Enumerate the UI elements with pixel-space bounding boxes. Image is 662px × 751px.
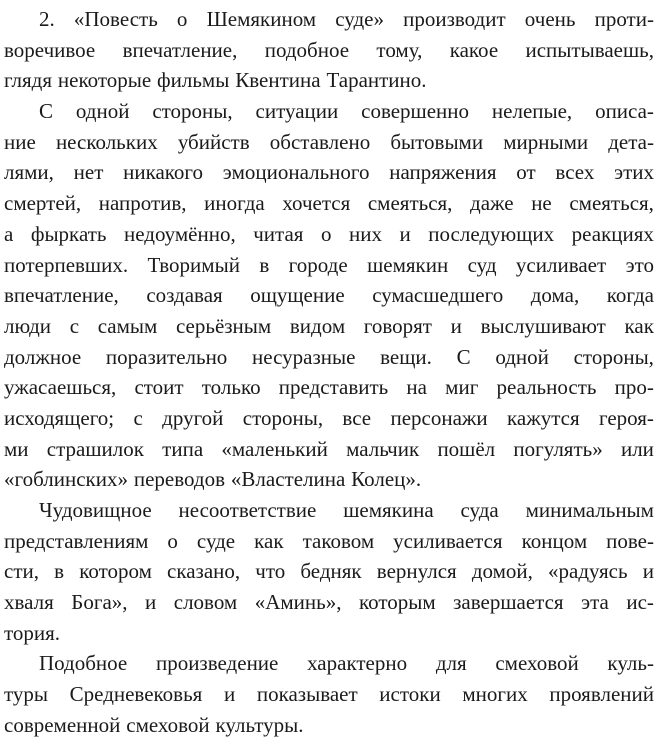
text-line <box>4 96 654 127</box>
word: видом <box>289 313 346 338</box>
word: подобное <box>264 37 350 62</box>
word: С <box>39 99 54 124</box>
word: усиливается <box>393 528 503 553</box>
word: о <box>320 221 332 246</box>
word: нелепые, <box>491 99 573 124</box>
word: них <box>349 221 382 246</box>
word: лями, <box>4 160 54 185</box>
word: с <box>133 405 143 430</box>
word: которым <box>358 590 436 615</box>
word: иногда <box>204 191 265 216</box>
word: впечатление, <box>4 283 119 308</box>
word: стороны, <box>573 344 654 369</box>
word: и <box>223 682 236 707</box>
word: поразительно <box>105 344 228 369</box>
word: таковом <box>302 528 375 553</box>
text-line <box>4 526 654 557</box>
word: тория. <box>4 620 61 645</box>
paragraph-4 <box>4 648 654 740</box>
word: убийств <box>177 129 250 154</box>
word: мальчик <box>346 436 420 461</box>
word: воречивое <box>4 37 96 62</box>
text-line <box>4 4 654 35</box>
word: потерпевших. <box>4 252 129 277</box>
text-line <box>4 587 654 618</box>
word: исходящего; <box>4 405 115 430</box>
word: словом <box>173 590 238 615</box>
word: какое <box>449 37 499 62</box>
word: суда <box>460 498 499 522</box>
word: «Повесть <box>73 7 158 31</box>
word: нет <box>73 160 104 185</box>
word: суде» <box>335 7 384 31</box>
word: усиливает <box>515 252 607 277</box>
word: реакциях <box>571 221 654 246</box>
text-line <box>4 311 654 342</box>
word: смеховой <box>495 651 579 676</box>
word: на <box>406 375 427 400</box>
text-line <box>4 679 654 710</box>
text-line <box>4 556 654 587</box>
word: Средневековья <box>69 682 203 707</box>
word: и <box>450 313 462 338</box>
word: минимальным <box>525 498 654 522</box>
word: недоумённо, <box>124 221 236 246</box>
word: котором <box>79 559 152 584</box>
word: читая <box>253 221 304 246</box>
word: никакого <box>123 160 204 185</box>
word: шемякин <box>367 252 449 277</box>
word: про- <box>614 375 654 400</box>
word: серьёзным <box>175 313 272 338</box>
word: куль- <box>607 651 654 676</box>
word: от <box>516 160 536 185</box>
word: представлениям <box>4 528 149 553</box>
text-line <box>4 65 654 96</box>
text-line <box>4 127 654 158</box>
word: последующих <box>428 221 555 246</box>
word: фыркать <box>30 221 107 246</box>
text-line <box>4 495 654 526</box>
word: мирными <box>503 129 589 154</box>
paragraph-3 <box>4 495 654 648</box>
word: ситуации <box>255 99 339 124</box>
word: вернулся <box>376 559 457 584</box>
word: только <box>201 375 261 400</box>
word: несоответствие <box>178 498 317 522</box>
word: произведение <box>155 651 279 676</box>
word: создавая <box>146 283 223 308</box>
text-line <box>4 372 654 403</box>
word: несуразные <box>252 344 356 369</box>
word: выслушивают <box>480 313 606 338</box>
word: истоки <box>379 682 441 707</box>
word: героя- <box>598 405 654 430</box>
word: всех <box>555 160 595 185</box>
word: смеяться, <box>367 191 453 216</box>
word: переводов <box>133 467 226 492</box>
word: напряжения <box>389 160 497 185</box>
word: ощущение <box>250 283 345 308</box>
word: кажутся <box>507 405 580 430</box>
text-line <box>4 464 654 495</box>
word: а <box>4 221 14 246</box>
word: глядя <box>4 68 53 93</box>
word: или <box>620 436 654 461</box>
word: погулять» <box>513 436 603 461</box>
word: дома, <box>530 283 580 308</box>
word: хочется <box>282 191 351 216</box>
word: нескольких <box>55 129 158 154</box>
text-line <box>4 403 654 434</box>
word: Бога», <box>71 590 128 615</box>
word: завершается <box>453 590 564 615</box>
word: в <box>259 252 270 277</box>
word: люди <box>4 313 52 338</box>
word: о <box>167 528 178 553</box>
word: Шемякином <box>206 7 317 31</box>
word: как <box>254 528 284 553</box>
word: бедняк <box>300 559 362 584</box>
word: стоит <box>134 375 184 400</box>
word: дета- <box>608 129 654 154</box>
word: хваля <box>4 590 54 615</box>
word: проявлений <box>549 682 654 707</box>
word: когда <box>606 283 654 308</box>
word: Тарантино. <box>326 68 427 93</box>
word: суде <box>196 528 236 553</box>
word: что <box>255 559 286 584</box>
text-line <box>4 219 654 250</box>
word: одной <box>75 99 130 124</box>
word: сти, <box>4 559 39 584</box>
word: ис- <box>626 590 654 615</box>
word: описа- <box>595 99 654 124</box>
word: смеяться, <box>569 191 654 216</box>
word: смеховой <box>126 712 210 737</box>
word: домой, <box>471 559 533 584</box>
word: 2. <box>39 7 55 31</box>
text-line <box>4 434 654 465</box>
word: все <box>342 405 372 430</box>
word: показывает <box>256 682 358 707</box>
word: обставлено <box>269 129 371 154</box>
word: Творимый <box>147 252 240 277</box>
text-line <box>4 157 654 188</box>
word: эмоционального <box>222 160 370 185</box>
word: сумасшедшего <box>372 283 504 308</box>
word: самым <box>97 313 158 338</box>
word: для <box>435 651 467 676</box>
word: очень <box>524 7 576 31</box>
word: и <box>642 559 654 584</box>
word: и <box>145 590 157 615</box>
word: суд <box>467 252 497 277</box>
word: пошёл <box>437 436 496 461</box>
word: это <box>625 252 654 277</box>
text-line <box>4 618 654 649</box>
word: городе <box>288 252 348 277</box>
word: современной <box>4 712 121 737</box>
word: некоторые <box>57 68 152 93</box>
word: говорят <box>363 313 432 338</box>
word: «радуясь <box>548 559 628 584</box>
word: реальность <box>496 375 597 400</box>
text-line <box>4 35 654 66</box>
word: концом <box>521 528 588 553</box>
word: о <box>176 7 188 31</box>
word: производит <box>403 7 506 31</box>
word: другой <box>162 405 224 430</box>
text-line <box>4 710 654 741</box>
word: ми <box>4 436 29 461</box>
word: должное <box>4 344 82 369</box>
word: Колец». <box>351 467 422 492</box>
word: С <box>456 344 471 369</box>
word: многих <box>462 682 528 707</box>
paragraph-1 <box>4 4 654 96</box>
word: персонажи <box>390 405 488 430</box>
word: ужасаешься, <box>4 375 117 400</box>
word: эта <box>581 590 609 615</box>
text-line <box>4 280 654 311</box>
word: впечатление, <box>122 37 238 62</box>
word: страшилок <box>46 436 144 461</box>
text-line <box>4 250 654 281</box>
word: ние <box>4 129 36 154</box>
word: совершенно <box>361 99 470 124</box>
text-line <box>4 342 654 373</box>
text-line <box>4 648 654 679</box>
word: в <box>54 559 65 584</box>
word: стороны, <box>152 99 233 124</box>
word: характерно <box>307 651 408 676</box>
word: «гоблинских» <box>4 467 128 492</box>
word: Подобное <box>39 651 128 676</box>
word: испытываешь, <box>525 37 654 62</box>
word: даже <box>470 191 514 216</box>
word: не <box>531 191 552 216</box>
word: одной <box>495 344 549 369</box>
word: представить <box>278 375 389 400</box>
word: и <box>399 221 411 246</box>
word: «Аминь», <box>254 590 342 615</box>
word: как <box>624 313 654 338</box>
paragraph-2 <box>4 96 654 495</box>
word: миг <box>445 375 479 400</box>
word: сказано, <box>167 559 241 584</box>
word: шемякина <box>343 498 434 522</box>
word: пове- <box>606 528 654 553</box>
word: этих <box>614 160 654 185</box>
word: Чудовищное <box>39 498 152 522</box>
word: вещи. <box>380 344 432 369</box>
word: «Властелина <box>230 467 346 492</box>
word: с <box>69 313 80 338</box>
word: смертей, <box>4 191 82 216</box>
word: «маленький <box>221 436 328 461</box>
word: фильмы <box>157 68 230 93</box>
word: туры <box>4 682 49 707</box>
word: типа <box>162 436 204 461</box>
word: стороны, <box>242 405 324 430</box>
word: бытовыми <box>390 129 484 154</box>
text-line <box>4 188 654 219</box>
word: Квентина <box>235 68 321 93</box>
word: напротив, <box>98 191 187 216</box>
word: культуры. <box>215 712 304 737</box>
word: тому, <box>376 37 423 62</box>
word: проти- <box>594 7 654 31</box>
